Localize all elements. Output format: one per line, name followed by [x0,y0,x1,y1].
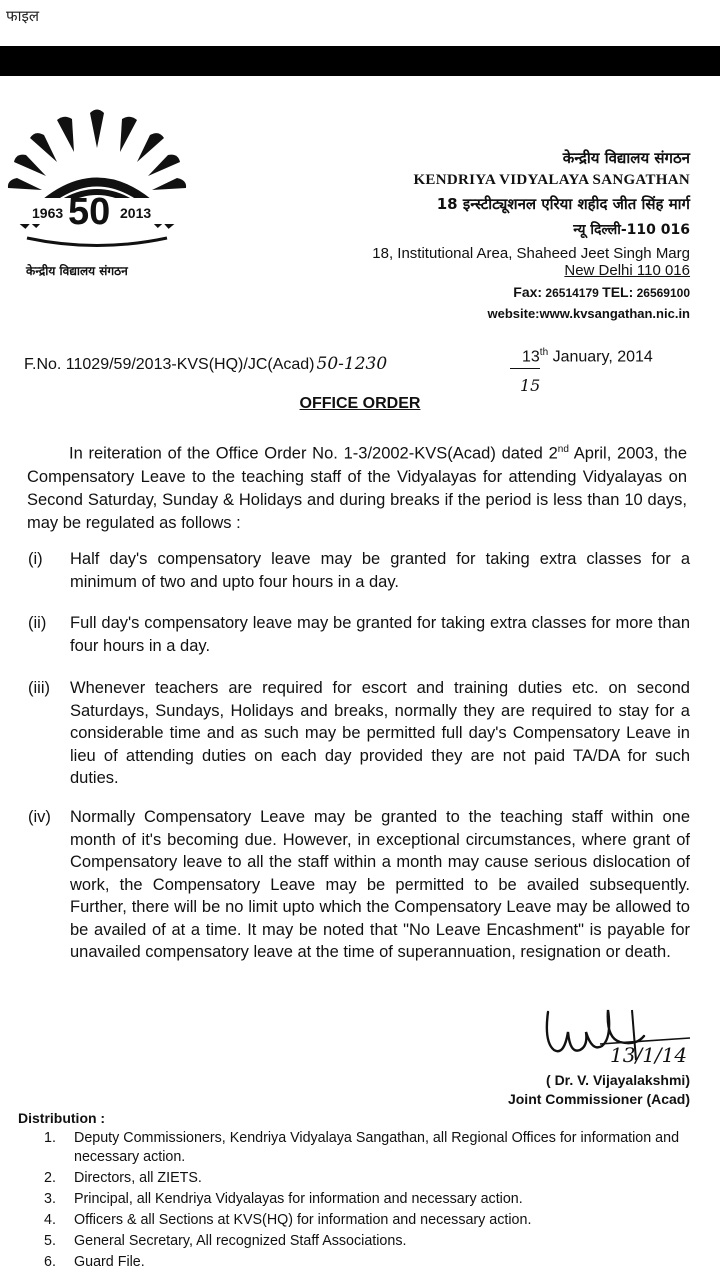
distribution-item [40,1211,700,1230]
date-handwritten: 15 [520,376,541,395]
distribution-item-text: Principal, all Kendriya Vidyalayas for information and necessary action. [74,1191,523,1207]
address-hindi-line2: न्यू दिल्ली-110 016 [573,222,690,238]
file-label: फाइल [6,7,39,25]
signature-scrawl [540,1002,712,1072]
logo-year-left: 1963 [32,205,64,221]
intro-part1: In reiteration of the Office Order No. 1-3/2002-KVS(Acad) dated 2 [69,444,558,463]
order-item-text: Normally Compensatory Leave may be granted to the teaching staff within one month of it's becoming due. However, in exceptional circumstances, where grant of Compensatory leave to all the staff within a month may cause serious dislocation of work, the Compensatory Leave may be permitted to be availed subsequently. Further, there will be no limit upto which the Compensatory Leave may be allowed to be availed of at a time. It may be noted that "No Leave Encashment" is payable for unavailed compensatory leave at the time of superannuation, resignation or death. [70,808,690,961]
distribution-item-text: Officers & all Sections at KVS(HQ) for information and necessary action. [74,1212,532,1228]
org-name-english: KENDRIYA VIDYALAYA SANGATHAN [413,172,690,188]
intro-sup: nd [557,444,569,455]
order-item [28,677,690,790]
top-bar [0,0,720,46]
order-item-number: (iii) [28,679,50,697]
order-item-text: Full day's compensatory leave may be granted for taking extra classes for more than four hours in a day. [70,614,690,655]
order-item-number: (i) [28,550,43,568]
fax-label: Fax: [513,284,543,300]
black-band [0,46,720,76]
website: website:www.kvsangathan.nic.in [487,306,690,321]
file-number-handwritten: 50-1230 [316,354,388,374]
distribution-item-text: Directors, all ZIETS. [74,1170,202,1186]
distribution-item-number: 2. [44,1170,56,1186]
address-english-line1: 18, Institutional Area, Shaheed Jeet Singh Marg [372,245,690,262]
distribution-item [40,1190,700,1209]
date-rest: January, 2014 [548,348,653,366]
distribution-item-number: 4. [44,1212,56,1228]
logo-caption: केन्द्रीय विद्यालय संगठन [26,264,128,278]
order-item [28,612,690,657]
contact-line [513,284,690,300]
order-item [28,548,690,593]
tel-label: TEL: [602,284,634,300]
file-number-text: F.No. 11029/59/2013-KVS(HQ)/JC(Acad) [24,356,315,373]
signature-date: 13/1/14 [610,1043,688,1067]
logo-number: 50 [68,191,111,233]
tel-number: 26569100 [636,286,690,300]
address-hindi-line1: 18 इन्स्टीट्यूशनल एरिया शहीद जीत सिंह मार्ग [436,195,690,213]
date-handwritten-rule [510,368,540,369]
file-number [24,354,387,374]
distribution-item [40,1253,700,1272]
distribution-item [40,1232,700,1251]
order-date [522,347,653,366]
intro-paragraph [27,438,687,535]
intro-part2: April, 2003, the Compensatory Leave to the teaching staff of the Vidyalayas for attending Vidyalayas on Second Saturday, Sunday & Holidays and during breaks if the period is less than 10 days, may be regulated as follows : [27,444,687,532]
order-item [28,806,690,964]
document-title: OFFICE ORDER [299,395,421,412]
distribution-item-number: 5. [44,1233,56,1249]
distribution-heading: Distribution : [18,1110,106,1126]
order-item-text: Whenever teachers are required for escort and training duties etc. on second Saturdays, Sundays, Holidays and breaks, normally they are required to stay for a considerable time and as such may be permitted full day's Compensatory Leave in lieu of attending duties on each day provided they are not paid TA/DA for such duties. [70,679,690,787]
distribution-item-text: Deputy Commissioners, Kendriya Vidyalaya Sangathan, all Regional Offices for information and necessary action. [74,1130,680,1165]
date-suffix: th [539,347,549,358]
signatory-designation: Joint Commissioner (Acad) [507,1091,690,1107]
order-item-number: (ii) [28,614,47,632]
address-english-line2: New Delhi 110 016 [564,262,690,279]
distribution-item [40,1129,700,1167]
distribution-item-number: 6. [44,1254,56,1270]
distribution-item-number: 1. [44,1130,56,1146]
date-day: 13 [522,348,540,366]
signatory-name: ( Dr. V. Vijayalakshmi) [546,1072,690,1088]
logo-year-right: 2013 [120,205,152,221]
distribution-item-number: 3. [44,1191,56,1207]
fax-number: 26514179 [545,286,599,300]
order-item-text: Half day's compensatory leave may be granted for taking extra classes for a minimum of two and upto four hours in a day. [70,550,690,591]
distribution-item [40,1169,700,1188]
distribution-list [40,1129,700,1274]
distribution-item-text: General Secretary, All recognized Staff Associations. [74,1233,407,1249]
order-item-number: (iv) [28,808,51,826]
kvs-50-years-logo [2,108,192,288]
org-name-hindi: केन्द्रीय विद्यालय संगठन [562,149,690,167]
distribution-item-text: Guard File. [74,1254,145,1270]
